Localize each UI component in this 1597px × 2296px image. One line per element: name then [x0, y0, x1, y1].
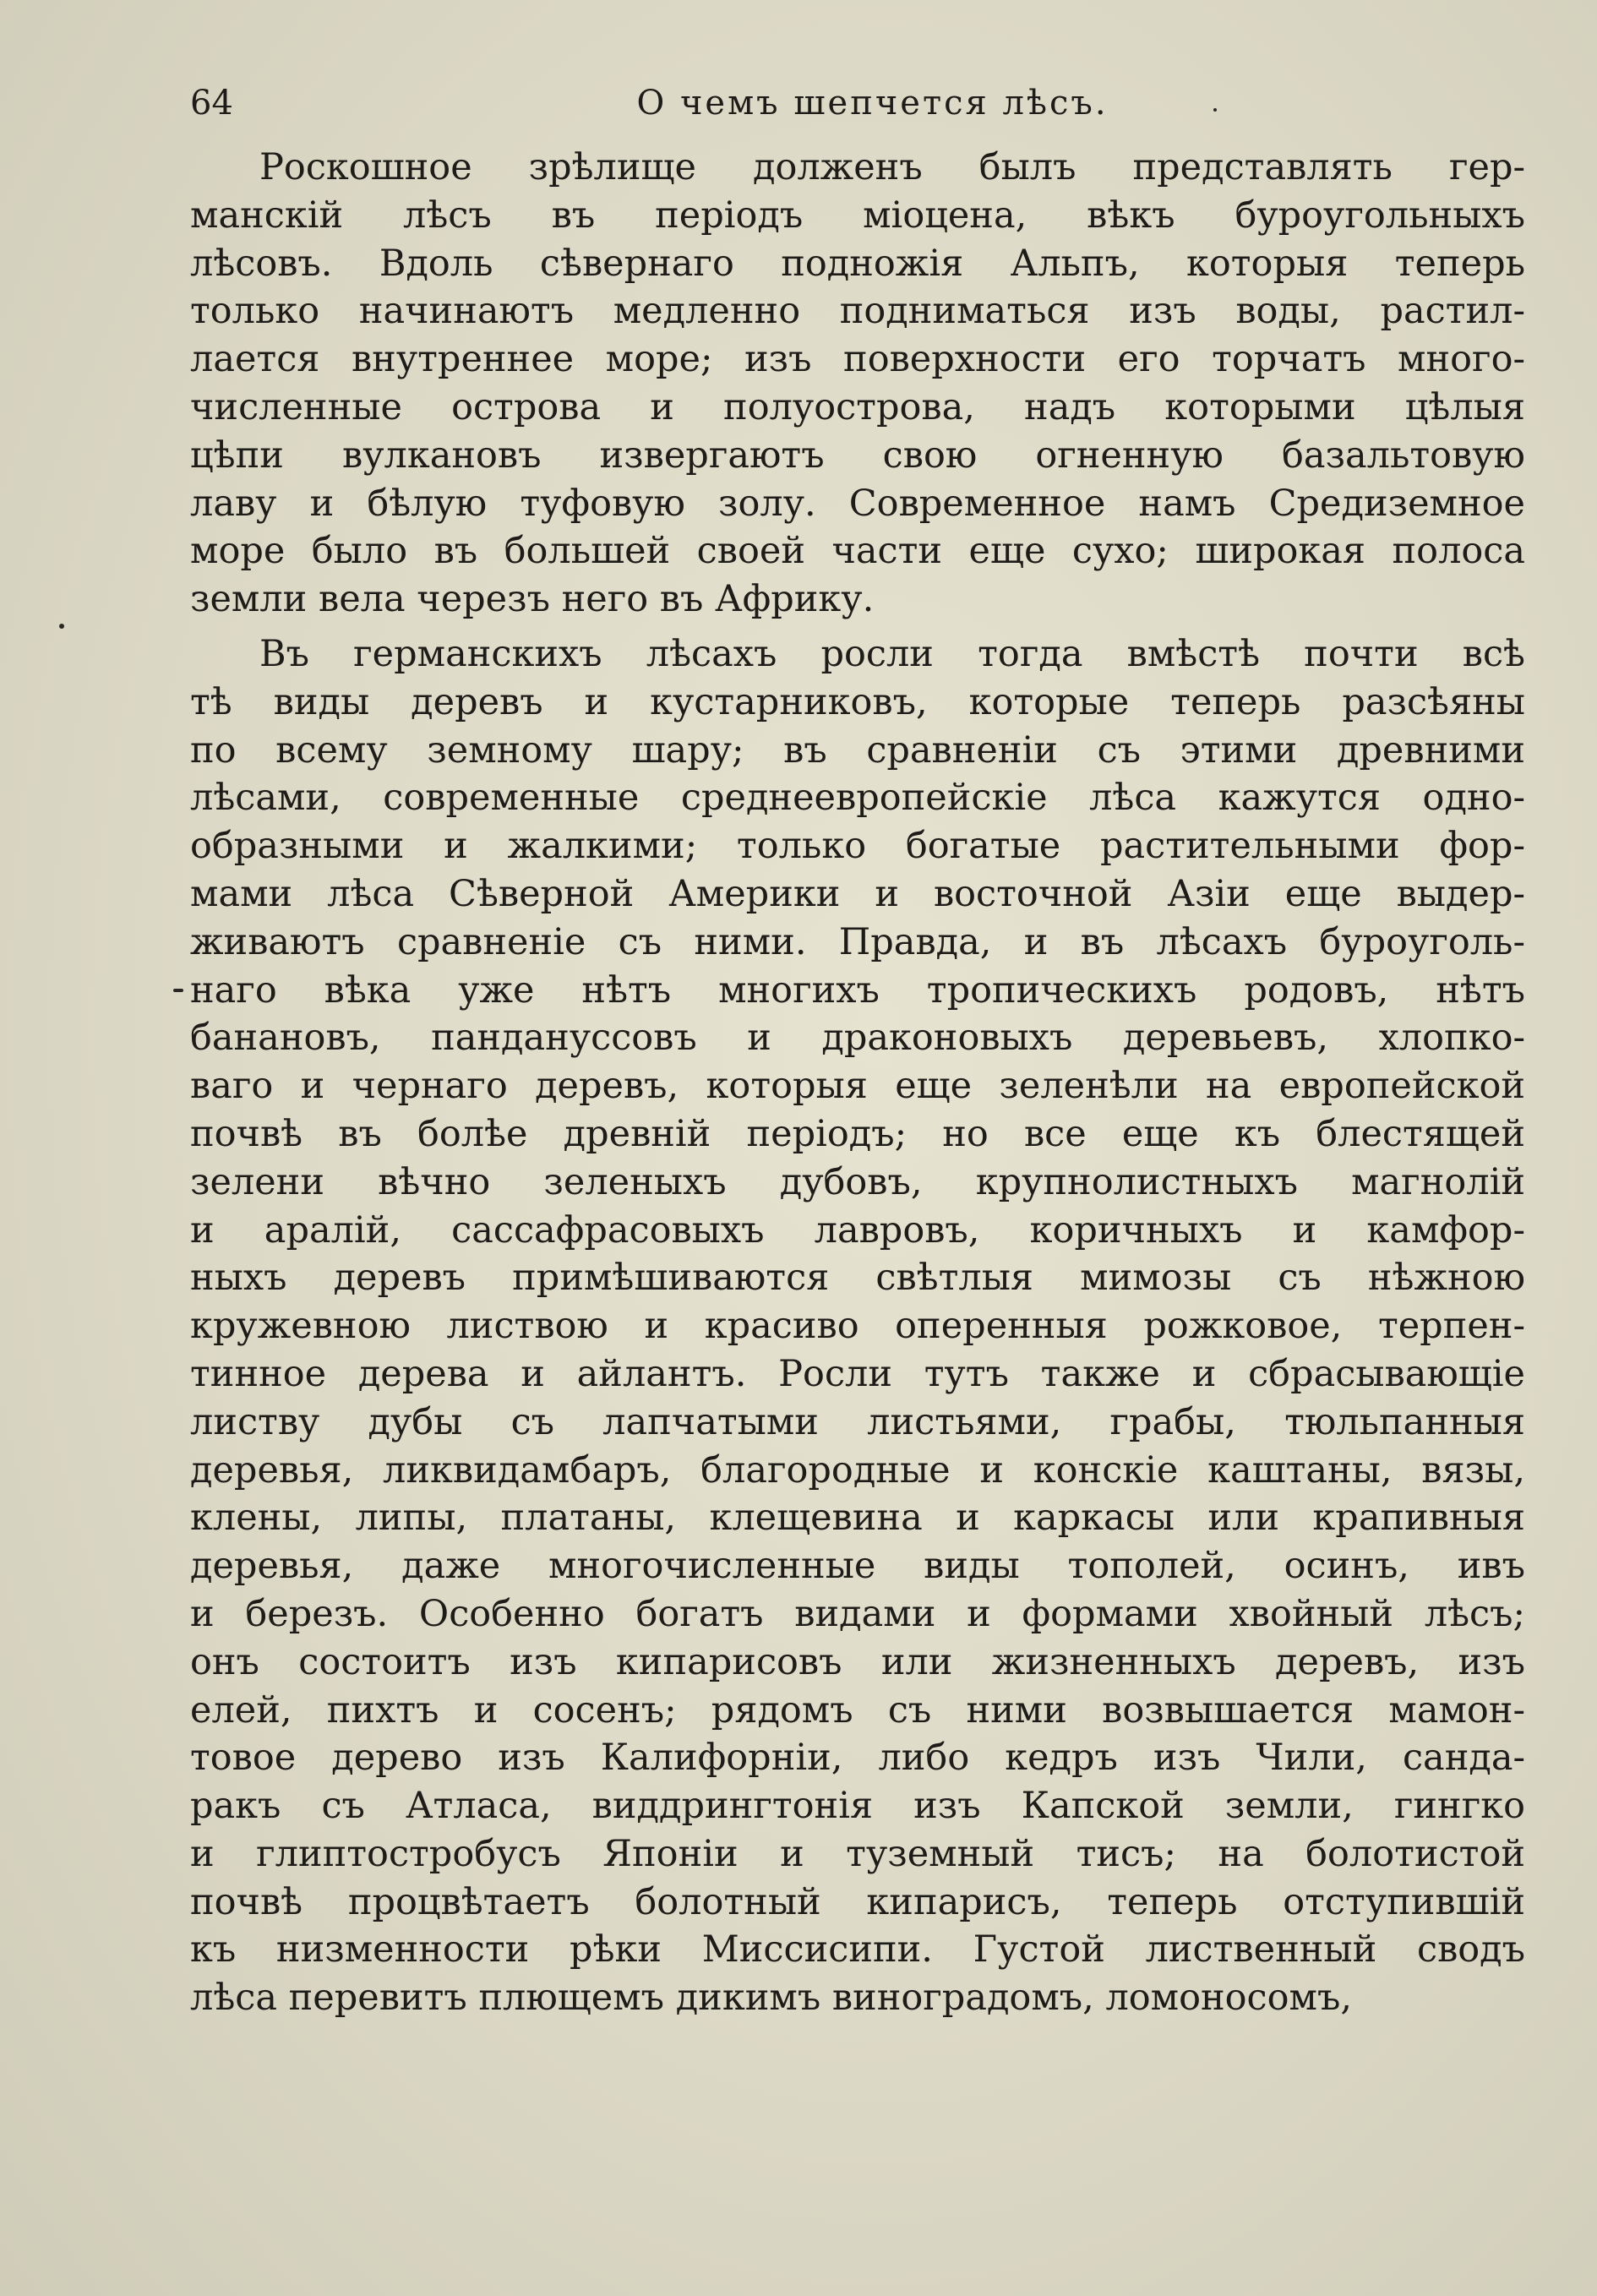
text-line: деревья, ликвидамбаръ, благородные и конскіе каштаны, вязы,: [190, 1448, 1525, 1492]
text-line: тинное дерева и айлантъ. Росли тутъ также и сбрасывающіе: [190, 1352, 1525, 1395]
text-line: образными и жалкими; только богатые растительными фор-: [190, 825, 1525, 868]
ink-speck: [1213, 108, 1217, 112]
text-line: море было въ большей своей части еще сухо; широкая полоса: [190, 530, 1525, 573]
page-header: [190, 78, 1521, 128]
paragraph: [190, 630, 1525, 2022]
text-line: манскій лѣсъ въ періодъ міоцена, вѣкъ буроугольныхъ: [190, 194, 1525, 237]
running-title: О чемъ шепчется лѣсъ.: [636, 84, 1109, 123]
text-line: кружевною листвою и красиво оперенныя рожковое, терпен-: [190, 1305, 1525, 1348]
paragraph: [190, 144, 1525, 624]
text-line: онъ состоитъ изъ кипарисовъ или жизненныхъ деревъ, изъ: [190, 1640, 1525, 1683]
text-line: и глиптостробусъ Японіи и туземный тисъ; на болотистой: [190, 1832, 1525, 1875]
text-line: почвѣ процвѣтаетъ болотный кипарисъ, теперь отступившій: [190, 1880, 1525, 1923]
text-line: лаву и бѣлую туфовую золу. Современное намъ Средиземное: [190, 482, 1525, 525]
text-line: листву дубы съ лапчатыми листьями, грабы, тюльпанныя: [190, 1400, 1525, 1443]
text-line: елей, пихтъ и сосенъ; рядомъ съ ними возвышается мамон-: [190, 1688, 1525, 1732]
text-line: лается внутреннее море; изъ поверхности его торчатъ много-: [190, 338, 1525, 381]
text-line: клены, липы, платаны, клещевина и каркасы или крапивныя: [190, 1497, 1525, 1540]
text-line: наго вѣка уже нѣтъ многихъ тропическихъ родовъ, нѣтъ: [190, 968, 1525, 1012]
text-line: и березъ. Особенно богатъ видами и формами хвойный лѣсъ;: [190, 1592, 1525, 1635]
text-line: зелени вѣчно зеленыхъ дубовъ, крупнолистныхъ магнолій: [190, 1160, 1525, 1203]
text-line: цѣпи вулкановъ извергаютъ свою огненную базальтовую: [190, 434, 1525, 477]
text-line: живаютъ сравненіе съ ними. Правда, и въ лѣсахъ буроуголь-: [190, 920, 1525, 963]
text-line: лѣсами, современные среднеевропейскіе лѣса кажутся одно-: [190, 777, 1525, 820]
text-line: земли вела черезъ него въ Африку.: [190, 578, 875, 621]
text-line: къ низменности рѣки Миссисипи. Густой лиственный сводъ: [190, 1928, 1525, 1972]
paragraph-gap: [190, 624, 1525, 630]
text-line: ваго и чернаго деревъ, которыя еще зеленѣли на европейской: [190, 1065, 1525, 1108]
text-line: Роскошное зрѣлище долженъ былъ представлять гер-: [259, 146, 1525, 188]
ink-speck: [173, 989, 183, 992]
text-line: ракъ съ Атласа, виддрингтонія изъ Капской земли, гингко: [190, 1785, 1525, 1828]
text-line: почвѣ въ болѣе древній періодъ; но все еще къ блестящей: [190, 1112, 1525, 1155]
text-line: банановъ, пандануссовъ и драконовыхъ деревьевъ, хлопко-: [190, 1017, 1525, 1060]
text-line: только начинаютъ медленно подниматься изъ воды, растил-: [190, 290, 1525, 333]
text-line: Въ германскихъ лѣсахъ росли тогда вмѣстѣ почти всѣ: [259, 632, 1525, 675]
text-line: тѣ виды деревъ и кустарниковъ, которые теперь разсѣяны: [190, 680, 1525, 723]
text-line: лѣсовъ. Вдоль сѣвернаго подножія Альпъ, которыя теперь: [190, 242, 1525, 285]
text-line: и аралій, сассафрасовыхъ лавровъ, коричныхъ и камфор-: [190, 1208, 1525, 1252]
text-line: деревья, даже многочисленные виды тополей, осинъ, ивъ: [190, 1545, 1525, 1588]
text-line: численные острова и полуострова, надъ которыми цѣлыя: [190, 385, 1525, 428]
page-number: 64: [190, 84, 233, 123]
text-line: товое дерево изъ Калифорніи, либо кедръ изъ Чили, санда-: [190, 1737, 1525, 1780]
text-line: по всему земному шару; въ сравненіи съ этими древними: [190, 728, 1525, 772]
body-text: [190, 144, 1525, 2022]
text-line: мами лѣса Сѣверной Америки и восточной Азіи еще выдер-: [190, 872, 1525, 915]
ink-speck: [59, 624, 64, 629]
text-line: ныхъ деревъ примѣшиваются свѣтлыя мимозы съ нѣжною: [190, 1257, 1525, 1300]
text-line: лѣса перевитъ плющемъ дикимъ виноградомъ, ломоносомъ,: [190, 1977, 1352, 2020]
